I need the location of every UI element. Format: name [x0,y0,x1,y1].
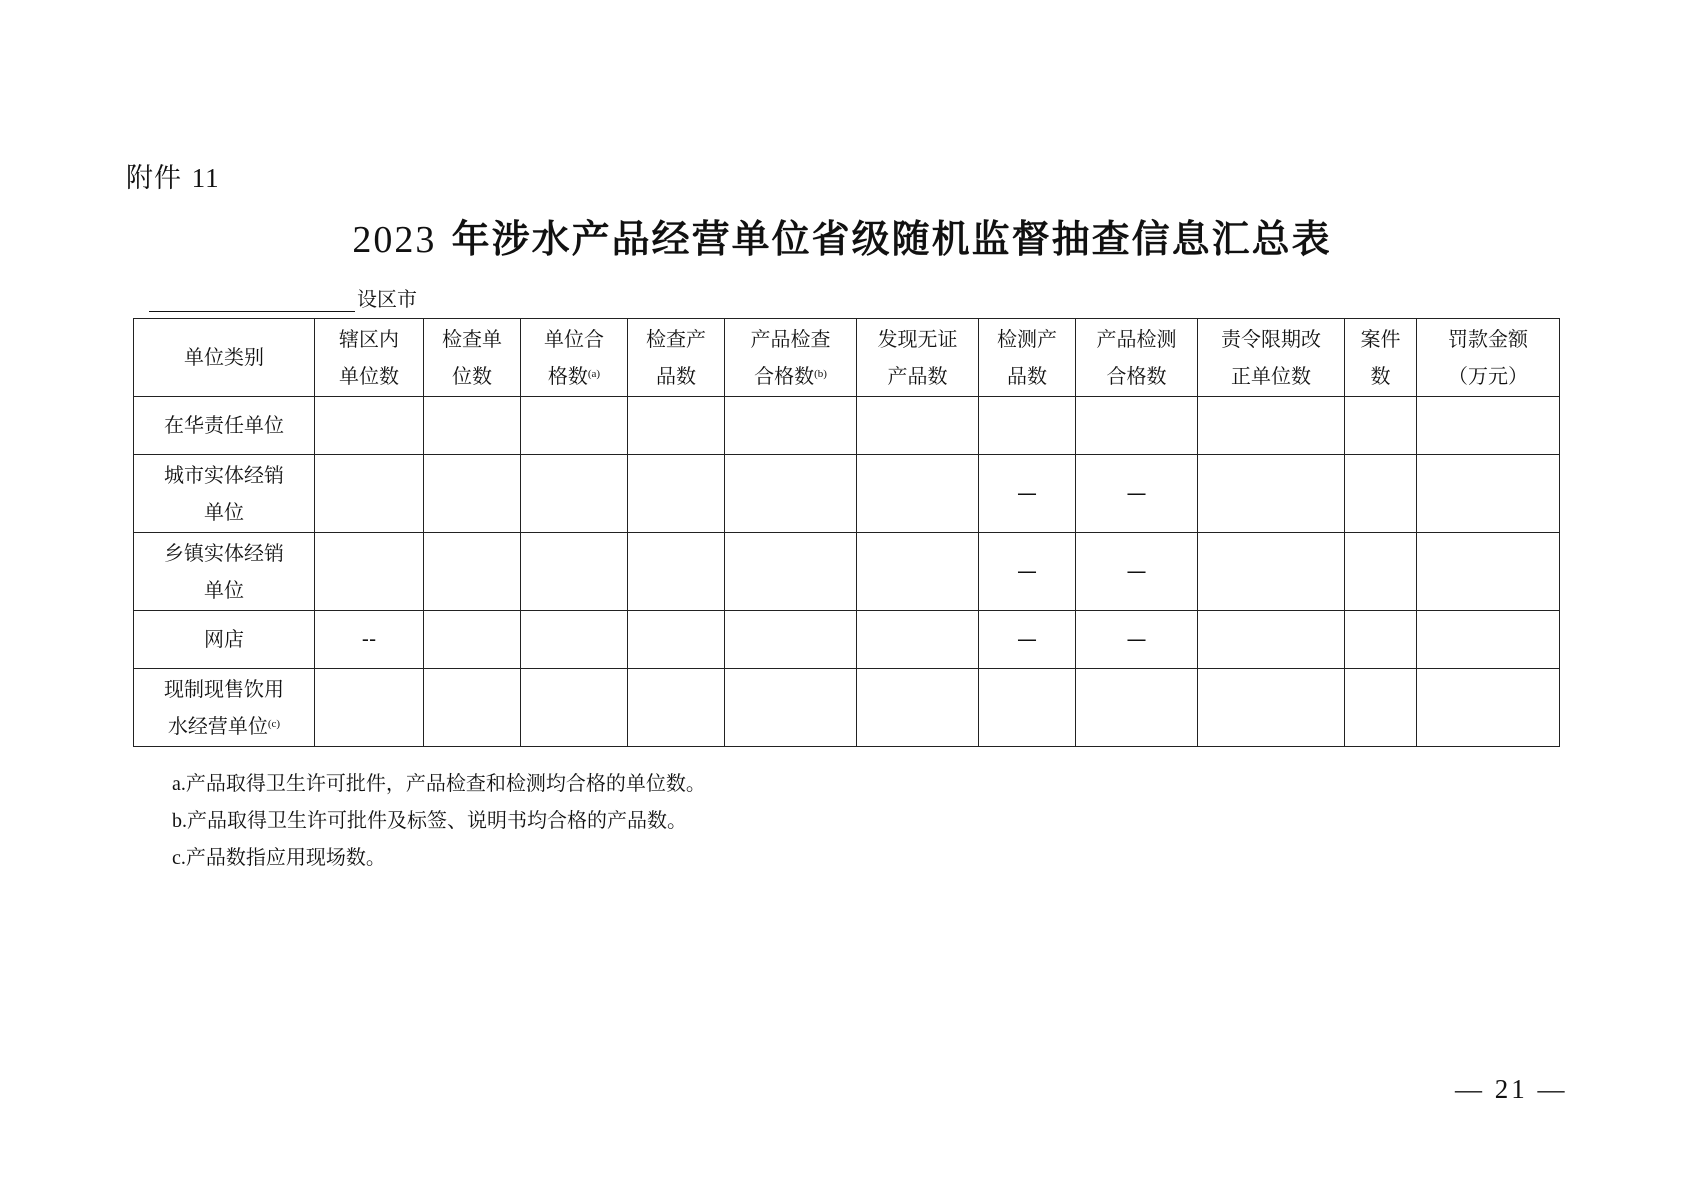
row-label-line-1: 城市实体经销 [164,462,284,487]
table-cell [1345,397,1417,455]
table-cell [1417,397,1560,455]
table-cell [424,533,521,611]
table-row [134,611,1560,669]
table-cell [1345,533,1417,611]
header-line-1: 案件 [1360,326,1401,351]
row-label [134,611,315,669]
table-row [134,455,1560,533]
title-year: 2023 [352,219,437,261]
table-cell: — [1076,455,1198,533]
header-line-2: （万元） [1448,363,1528,388]
table-cell [857,397,979,455]
table-cell [424,611,521,669]
table-cell [1076,397,1198,455]
header-line-2-wrap [725,358,856,395]
table-cell [424,455,521,533]
table-cell: — [979,455,1076,533]
header-line-2: 数 [1370,363,1391,388]
table-cell [315,533,424,611]
table-cell [1345,611,1417,669]
table-cell: -- [315,611,424,669]
table-cell [424,397,521,455]
summary-table [133,318,1560,747]
header-line-2: 合格数 [1106,363,1167,388]
table-cell [857,455,979,533]
footnote-prefix: c. [172,847,186,869]
header-line-2: 位数 [452,363,492,388]
table-cell [1417,611,1560,669]
row-label-line-1: 在华责任单位 [164,413,284,437]
header-cell [1076,319,1198,397]
table-header-row [134,319,1560,397]
table-cell [979,397,1076,455]
table-cell [1198,611,1345,669]
city-suffix: 设区市 [357,287,417,311]
header-line-1: 辖区内 [339,326,399,351]
city-field [149,283,417,312]
table-cell [1417,669,1560,747]
table-cell [315,455,424,533]
table-cell [424,669,521,747]
header-line-1: 产品检测 [1096,326,1177,351]
header-line-1: 责令限期改 [1221,326,1321,351]
header-line-1: 检查单 [442,326,502,351]
header-line-1: 检查产 [646,326,706,351]
table-cell [315,669,424,747]
table-cell: — [979,611,1076,669]
header-cell [628,319,725,397]
header-line-1: 发现无证 [877,326,958,351]
table-cell [1076,669,1198,747]
header-line-1: 单位合 [544,326,604,351]
table-cell [725,611,857,669]
table-row [134,669,1560,747]
table-cell [1198,533,1345,611]
footnote-mark: (a) [587,367,601,380]
page-title [0,208,1684,263]
header-cell [521,319,628,397]
table-cell [521,455,628,533]
row-label-line-2: 单位 [204,577,244,602]
row-label-line-1: 乡镇实体经销 [164,540,284,565]
table-cell [725,397,857,455]
row-label [134,533,315,611]
table-cell [1417,533,1560,611]
annex-number: 11 [191,163,220,193]
header-line-1: 产品检查 [750,326,831,351]
table-cell: — [1076,533,1198,611]
table-cell [1417,455,1560,533]
row-label [134,455,315,533]
row-label [134,397,315,455]
footnote-text: 产品取得卫生许可批件及标签、说明书均合格的产品数。 [187,808,687,832]
page-number: — 21 — [1455,1074,1568,1104]
row-label-line-2: 水经营单位 [167,713,268,738]
table-cell [979,669,1076,747]
table-cell [857,533,979,611]
header-cell [1198,319,1345,397]
header-line-2: 单位数 [339,363,399,388]
city-blank-line [149,291,355,312]
header-line-2-wrap [521,358,627,395]
table-cell [857,669,979,747]
row-label-line-2-wrap [134,708,314,745]
footnote-text: 产品取得卫生许可批件，产品检查和检测均合格的单位数。 [185,771,706,795]
annex-label-text: 附件 [126,163,182,194]
header-line-1: 单位类别 [184,345,264,369]
header-cell [1345,319,1417,397]
table-cell [521,397,628,455]
footnote-text: 产品数指应用现场数。 [185,845,386,869]
row-label-line-2: 单位 [204,499,244,524]
table-cell [1345,669,1417,747]
title-text: 年涉水产品经营单位省级随机监督抽查信息汇总表 [451,217,1332,261]
footnote-prefix: a. [172,773,186,795]
footnote [172,765,706,802]
header-cell [134,319,315,397]
table-cell [521,669,628,747]
header-line-2: 产品数 [887,363,948,388]
table-cell [315,397,424,455]
table-cell [521,611,628,669]
header-line-1: 罚款金额 [1448,326,1528,351]
table-row [134,397,1560,455]
table-cell [857,611,979,669]
footnote-prefix: b. [172,810,187,832]
footnotes [172,765,706,876]
table-cell [628,533,725,611]
header-cell [315,319,424,397]
header-line-2: 正单位数 [1231,363,1311,388]
table-cell [1198,455,1345,533]
header-cell [725,319,857,397]
header-cell [1417,319,1560,397]
table-cell [1345,455,1417,533]
row-label [134,669,315,747]
header-cell [857,319,979,397]
footnote-mark: (c) [267,717,281,730]
header-line-2: 品数 [656,363,696,388]
table-cell [521,533,628,611]
table-cell: — [979,533,1076,611]
footnote-mark: (b) [814,367,827,380]
header-line-2: 品数 [1007,363,1047,388]
header-line-2: 合格数 [754,363,815,388]
annex-label [126,156,220,195]
row-label-line-1: 现制现售饮用 [164,676,284,701]
table-cell [1198,397,1345,455]
header-cell [424,319,521,397]
header-line-1: 检测产 [997,326,1057,351]
table-cell [628,455,725,533]
table-cell [725,669,857,747]
table-cell [628,397,725,455]
footnote [172,839,706,876]
footnote [172,802,706,839]
table-cell [628,669,725,747]
table-cell: — [1076,611,1198,669]
header-line-2: 格数 [547,363,588,388]
table-row [134,533,1560,611]
row-label-line-1: 网店 [204,627,244,651]
table-cell [1198,669,1345,747]
table-cell [628,611,725,669]
table-cell [725,455,857,533]
header-cell [979,319,1076,397]
table-cell [725,533,857,611]
